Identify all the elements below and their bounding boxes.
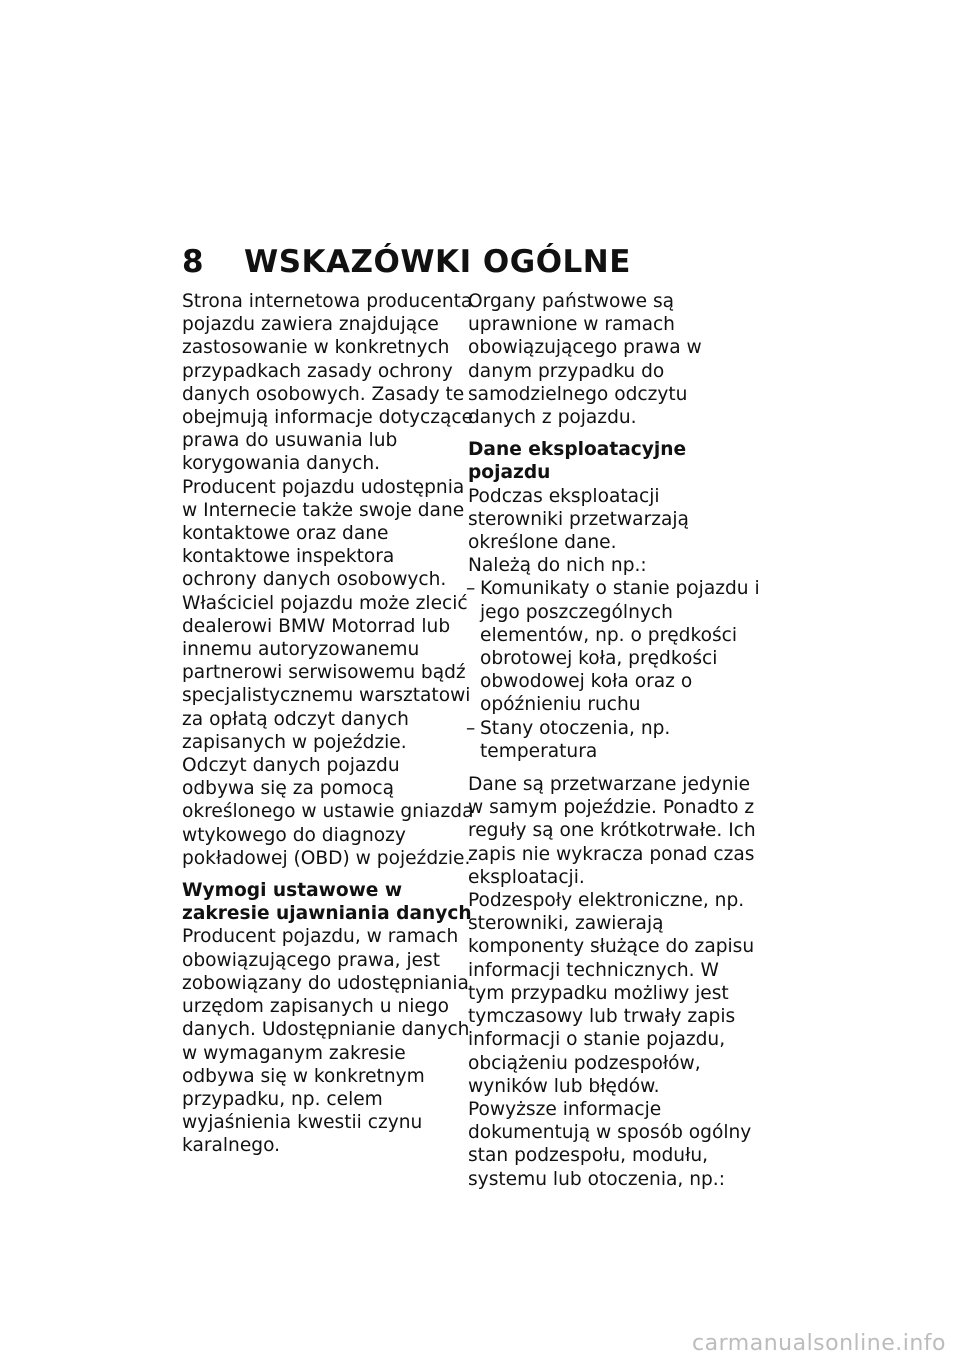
chapter-title: WSKAZÓWKI OGÓLNE <box>244 244 631 280</box>
section-heading-operating-data: Dane eksploatacyjne pojazdu <box>468 439 687 484</box>
right-column <box>468 290 760 1191</box>
paragraph-obd-readout: Odczyt danych pojazdu odbywa się za pomocą określonego w ustawie gniazda wtykowego do diagnozy pokładowej (OBD) w pojeździe. <box>182 755 474 869</box>
paragraph-processing: Dane są przetwarzane jedynie w samym pojeździe. Ponadto z reguły są one krótkotrwałe. Ich zapis nie wykracza ponad czas eksploatacji. <box>468 774 756 888</box>
paragraph-documentation: Powyższe informacje dokumentują w sposób ogólny stan podzespołu, modułu, systemu lub otoczenia, np.: <box>468 1098 752 1190</box>
paragraph-electronic-components: Podzespoły elektroniczne, np. sterowniki, zawierają komponenty służące do zapisu informacji technicznych. W tym przypadku możliwy jest tymczasowy lub trwały zapis informacji o stanie pojazdu, obciążeniu podzespołów, wyników lub błędów. <box>468 890 755 1097</box>
page-title <box>182 244 631 280</box>
examples-list <box>468 577 760 763</box>
watermark: carmanualsonline.info <box>692 1331 946 1356</box>
paragraph-privacy-policy: Strona internetowa producenta pojazdu zawiera znajdujące zastosowanie w konkretnych przypadkach zasady ochrony danych osobowych. Zasady te obejmują informacje dotyczące prawa do usuwania lub korygowania danych. Producent pojazdu udostępnia w Internecie także swoje dane kontaktowe oraz dane kontaktowe inspektora ochrony danych osobowych. <box>182 291 474 591</box>
paragraph-legal-requirements: Producent pojazdu, w ramach obowiązującego prawa, jest zobowiązany do udostępniania urzędom zapisanych u niego danych. Udostępnianie danych w wymaganym zakresie odbywa się w konkretnym przypadku, np. celem wyjaśnienia kwestii czynu karalnego. <box>182 926 470 1157</box>
paragraph-examples-intro: Należą do nich np.: <box>468 555 647 577</box>
section-heading-legal-requirements: Wymogi ustawowe w zakresie ujawniania danych <box>182 880 472 925</box>
list-item: – Stany otoczenia, np. temperatura <box>468 717 760 763</box>
left-column <box>182 290 474 1158</box>
paragraph-state-authorities: Organy państwowe są uprawnione w ramach obowiązującego prawa w danym przypadku do samodzielnego odczytu danych z pojazdu. <box>468 291 702 429</box>
paragraph-owner-readout: Właściciel pojazdu może zlecić dealerowi BMW Motorrad lub innemu autoryzowanemu partnerowi serwisowemu bądź specjalistycznemu warsztatowi za opłatą odczyt danych zapisanych w pojeździe. <box>182 592 471 753</box>
list-item: – Komunikaty o stanie pojazdu i jego poszczególnych elementów, np. o prędkości obrotowej koła, prędkości obwodowej koła oraz o opóźnieniu ruchu <box>468 577 760 716</box>
chapter-number: 8 <box>182 244 205 280</box>
paragraph-operating-data: Podczas eksploatacji sterowniki przetwarzają określone dane. <box>468 485 689 554</box>
